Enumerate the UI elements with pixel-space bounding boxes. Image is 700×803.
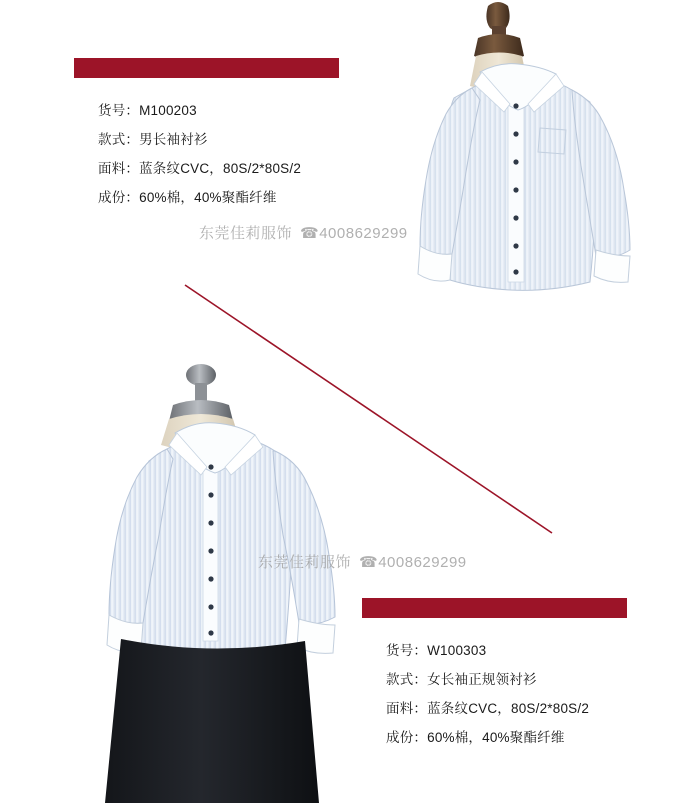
spec-label: 款式： (98, 132, 140, 147)
spec-row-composition (386, 723, 589, 752)
product-spec-bottom (386, 636, 589, 752)
mens-shirt-photo (380, 0, 660, 400)
accent-bar-top (74, 58, 339, 78)
spec-label: 款式： (386, 672, 428, 687)
spec-row-style (98, 125, 301, 154)
spec-value: 60%棉，40%聚酯纤维 (139, 190, 277, 205)
spec-row-composition (98, 183, 301, 212)
spec-row-item-code (386, 636, 589, 665)
womens-shirt-photo (85, 355, 385, 803)
spec-label: 成份： (98, 190, 140, 205)
spec-row-fabric (98, 154, 301, 183)
watermark-brand: 东莞佳莉服饰 (258, 554, 352, 571)
spec-row-style (386, 665, 589, 694)
spec-label: 面料： (386, 701, 428, 716)
spec-row-item-code (98, 96, 301, 125)
spec-label: 货号： (386, 643, 428, 658)
product-spec-top (98, 96, 301, 212)
spec-value: M100203 (139, 103, 197, 118)
spec-value: 男长袖衬衫 (139, 132, 208, 147)
watermark-brand: 东莞佳莉服饰 (199, 225, 293, 242)
spec-label: 成份： (386, 730, 428, 745)
spec-value: W100303 (427, 643, 487, 658)
spec-value: 女长袖正规领衬衫 (427, 672, 537, 687)
watermark-phone: ☎4008629299 (359, 554, 467, 571)
watermark-bottom (258, 551, 467, 572)
watermark-top (199, 222, 408, 243)
spec-label: 货号： (98, 103, 140, 118)
accent-bar-bottom (362, 598, 627, 618)
spec-row-fabric (386, 694, 589, 723)
spec-value: 蓝条纹CVC，80S/2*80S/2 (427, 701, 590, 716)
spec-value: 60%棉，40%聚酯纤维 (427, 730, 565, 745)
watermark-phone: ☎4008629299 (300, 225, 408, 242)
spec-value: 蓝条纹CVC，80S/2*80S/2 (139, 161, 302, 176)
spec-label: 面料： (98, 161, 140, 176)
